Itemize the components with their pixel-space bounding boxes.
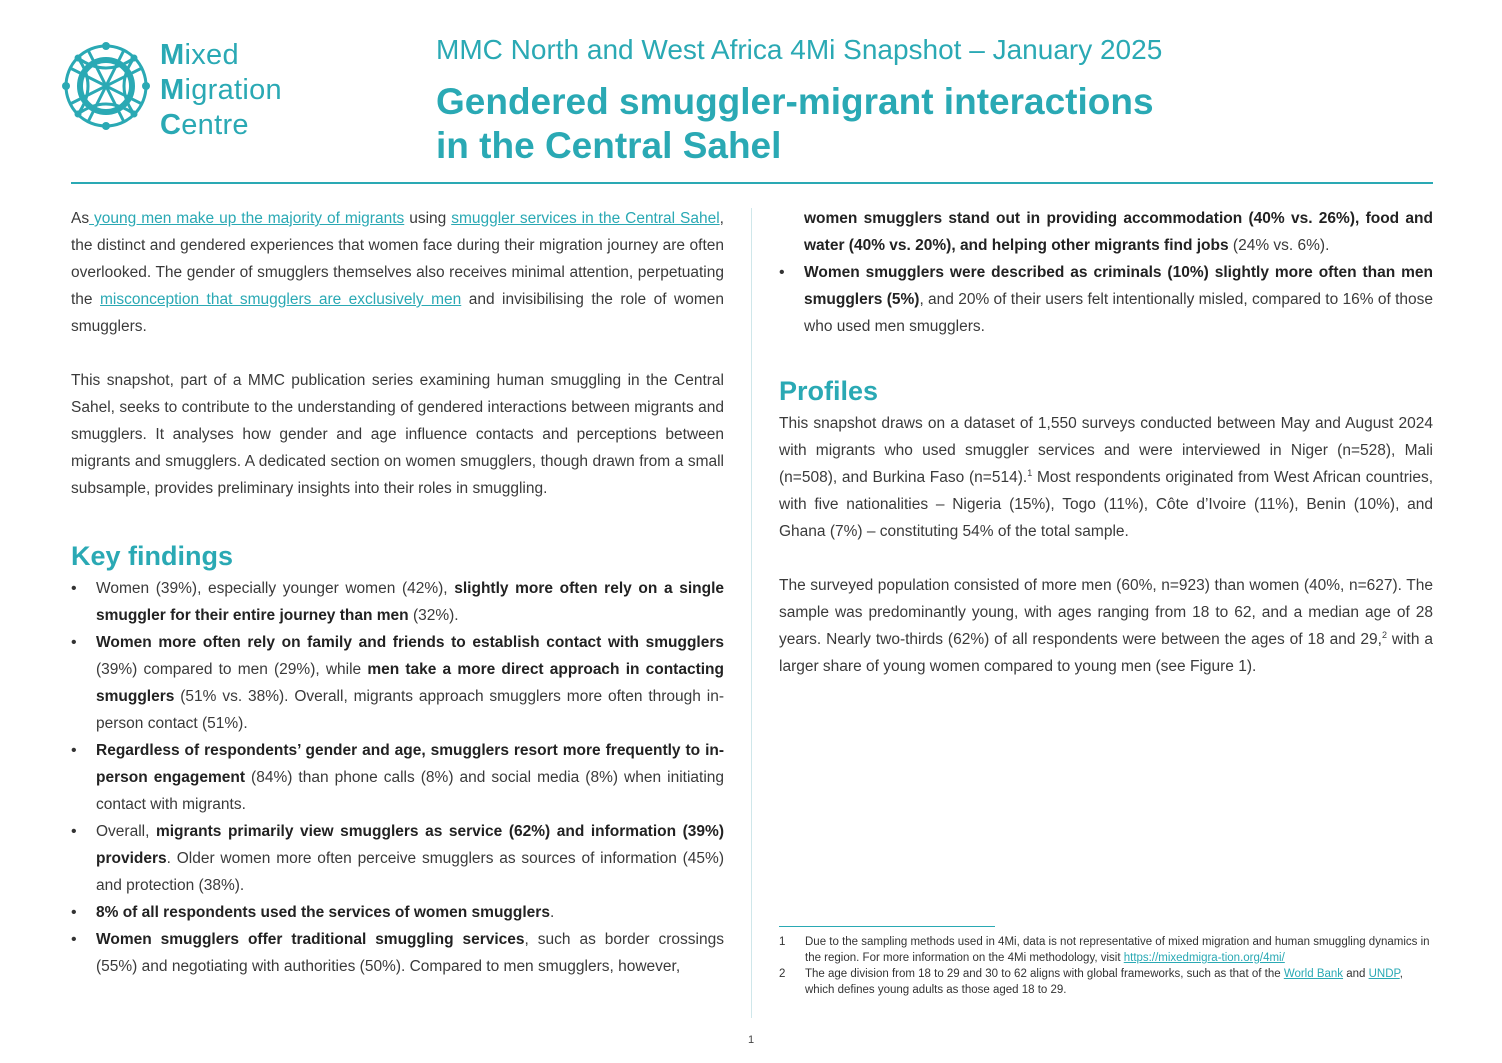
key-findings-list	[71, 575, 724, 980]
footnote-divider	[779, 926, 995, 927]
profiles-heading: Profiles	[779, 376, 879, 406]
footnote-1: 1 Due to the sampling methods used in 4Mi, data is not representative of mixed migration and human smuggling dynamics in the region. For more information on the 4Mi methodology, visit https://mixedmigra-tion.org/4mi/	[779, 936, 1430, 964]
logo-wordmark: Mixed Migration Centre	[160, 39, 282, 141]
profiles-paragraph-1: This snapshot draws on a dataset of 1,550 surveys conducted between May and August 2024 with migrants who used smuggler services and were interviewed in Niger (n=528), Mali (n=508), and Burkina Faso (n=514).$^1$ Most respondents originated from West African countries, with five nationalities – Nigeria (15%), Togo (11%), Côte d’Ivoire (11%), Benin (10%), and Ghana (7%) – constituting 54% of the total sample.	[779, 415, 1433, 540]
mmc-logo	[58, 38, 308, 141]
profiles-paragraph-2: The surveyed population consisted of more men (60%, n=923) than women (40%, n=627). The sample was predominantly young, with ages ranging from 18 to 62, and a median age of 28 years. Nearly two-thirds (62%) of all respondents were between the ages of 18 and 29,$^2$ with a larger share of young women compared to young men (see Figure 1).	[779, 577, 1433, 675]
finding-5: • 8% of all respondents used the services of women smugglers.	[71, 899, 724, 926]
finding-2: • Women more often rely on family and friends to establish contact with smugglers (39%) compared to men (29%), while men take a more direct approach in contacting smugglers (51% vs. 38%). Overall, migrants approach smugglers more often through in-person contact (51%).	[71, 629, 724, 737]
finding-4: • Overall, migrants primarily view smugglers as service (62%) and information (39%) providers. Older women more often perceive smugglers as sources of information (45%) and protection (38%).	[71, 818, 724, 899]
link-world-bank[interactable]: World Bank	[1283, 968, 1344, 980]
footnotes	[779, 934, 1433, 998]
finding-7: • Women smugglers were described as criminals (10%) slightly more often than men smugglers (5%), and 20% of their users felt intentionally misled, compared to 16% of those who used men smugglers.	[779, 259, 1433, 340]
column-divider	[751, 208, 752, 1018]
finding-6: • Women smugglers offer traditional smuggling services, such as border crossings (55%) and negotiating with authorities (50%). Compared to men smugglers, however,	[71, 926, 724, 980]
page-number: 1	[747, 1034, 755, 1046]
link-undp[interactable]: UNDP	[1368, 968, 1400, 980]
key-findings-heading: Key findings	[71, 541, 234, 571]
mmc-globe-icon	[58, 38, 154, 134]
intro-paragraph-1: As young men make up the majority of migrants using smuggler services in the Central Sahel, the distinct and gendered experiences that women face during their migration journey are often overlooked. The gender of smugglers themselves also receives minimal attention, perpetuating the misconception that smugglers are exclusively men and invisibilising the role of women smugglers.	[71, 210, 724, 335]
footnote-2: 2 The age division from 18 to 29 and 30 to 62 aligns with global frameworks, such as that of the World Bank and UNDP, which defines young adults as those aged 18 to 29.	[779, 968, 1403, 996]
right-column	[779, 205, 1433, 680]
header-divider	[71, 182, 1433, 184]
key-findings-list-continued	[779, 259, 1433, 340]
link-young-men-majority[interactable]: young men make up the majority of migrants	[89, 210, 405, 227]
left-column	[71, 205, 724, 980]
link-misconception[interactable]: misconception that smugglers are exclusively men	[100, 291, 462, 308]
series-title: MMC North and West Africa 4Mi Snapshot – January 2025	[436, 34, 1163, 65]
page-title	[436, 80, 1336, 168]
link-smuggler-services[interactable]: smuggler services in the Central Sahel	[451, 210, 720, 227]
title-line-1: Gendered smuggler-migrant interactions	[436, 81, 1154, 122]
finding-1: • Women (39%), especially younger women (42%), slightly more often rely on a single smuggler for their entire journey than men (32%).	[71, 575, 724, 629]
title-line-2: in the Central Sahel	[436, 125, 782, 166]
finding-6-continued: women smugglers stand out in providing accommodation (40% vs. 26%), food and water (40% vs. 20%), and helping other migrants find jobs (24% vs. 6%).	[804, 210, 1433, 254]
intro-paragraph-2: This snapshot, part of a MMC publication series examining human smuggling in the Central Sahel, seeks to contribute to the understanding of gendered interactions between migrants and smugglers. It analyses how gender and age influence contacts and perceptions between migrants and smugglers. A dedicated section on women smugglers, though drawn from a small subsample, provides preliminary insights into their roles in smuggling.	[71, 372, 724, 497]
link-4mi-methodology[interactable]: https://mixedmigra-tion.org/4mi/	[1123, 952, 1285, 964]
finding-3: • Regardless of respondents’ gender and age, smugglers resort more frequently to in-person engagement (84%) than phone calls (8%) and social media (8%) when initiating contact with migrants.	[71, 737, 724, 818]
